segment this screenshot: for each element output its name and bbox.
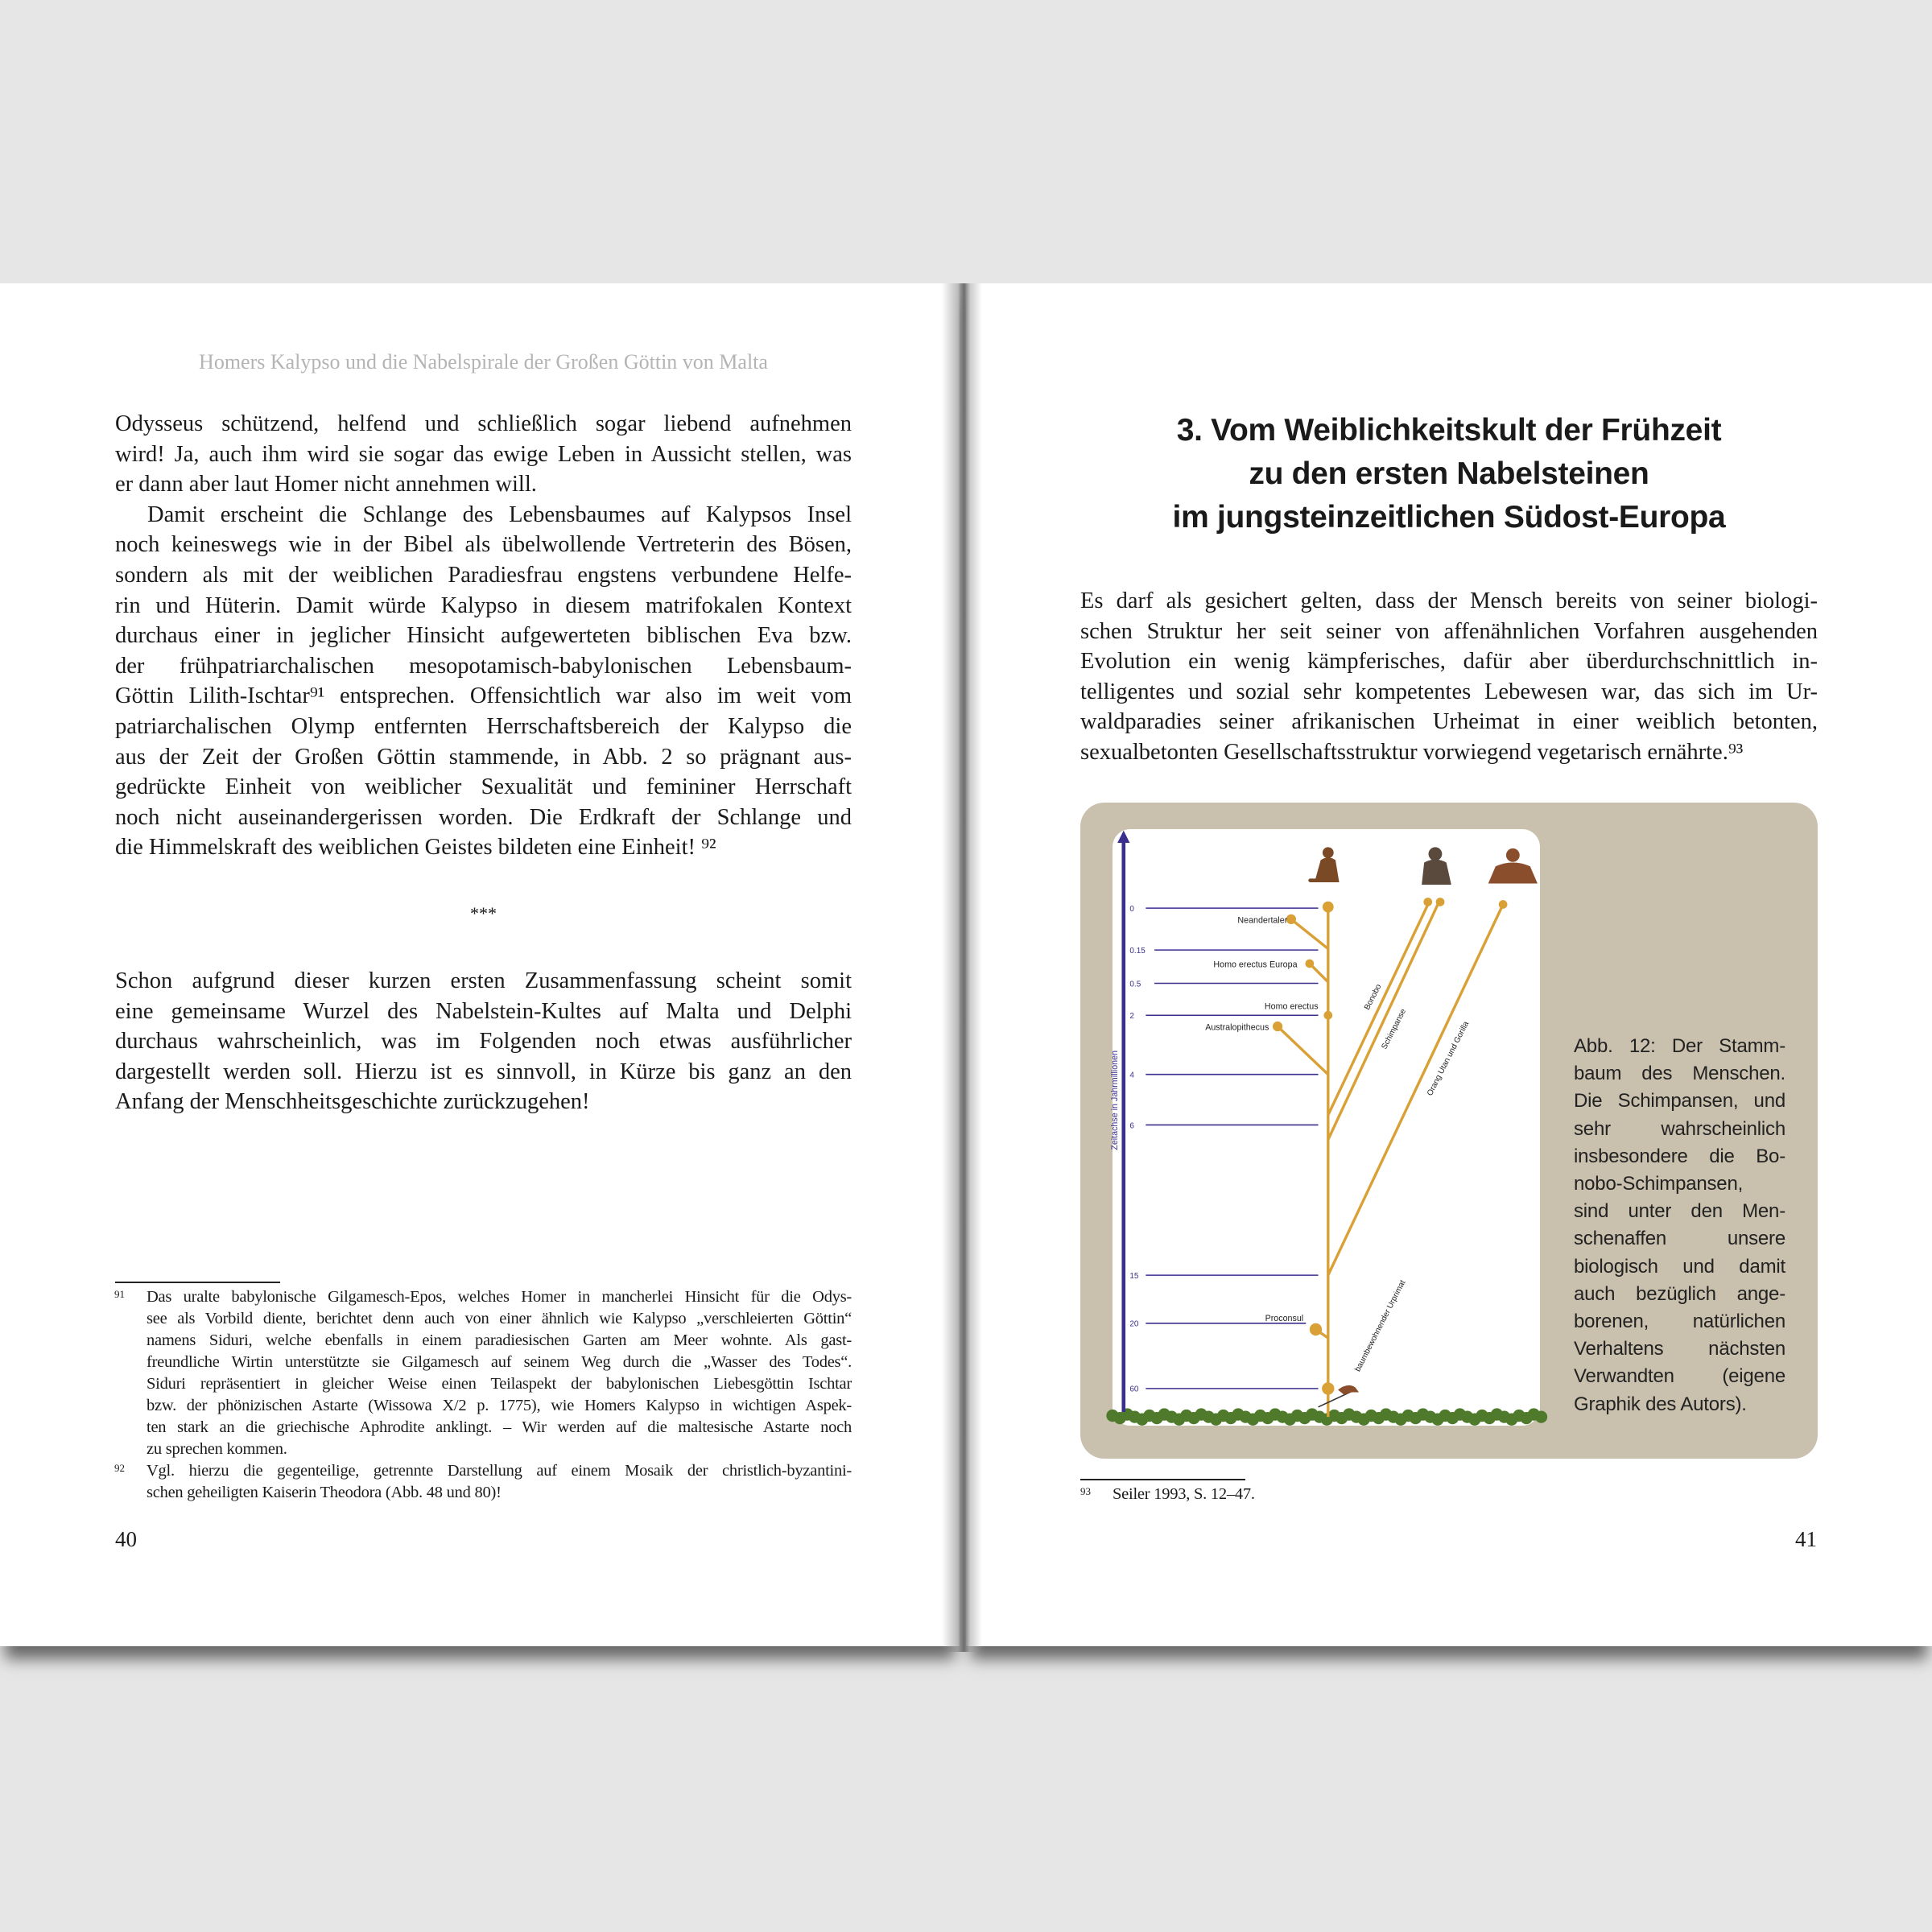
text-line: biologisch und damit xyxy=(1574,1255,1785,1278)
text-line: borenen, natürlichen xyxy=(1574,1311,1785,1333)
footnote-rule xyxy=(1080,1479,1245,1480)
body-text-bottom xyxy=(115,966,852,1117)
text-line: Siduri repräsentiert in gleicher Weise einen Teilaspekt der babylonischen Liebesgöttin Ischtar xyxy=(147,1375,852,1393)
label-homo-erectus-europa: Homo erectus Europa xyxy=(1213,960,1298,970)
label-neandertaler: Neandertaler xyxy=(1237,915,1288,926)
footnote-number: 93 xyxy=(1080,1485,1091,1497)
body-text xyxy=(1080,586,1818,768)
text-line: sehr wahrscheinlich xyxy=(1574,1117,1785,1140)
diagonal-labels xyxy=(1353,983,1471,1373)
footnote-text xyxy=(1113,1484,1676,1505)
primate-figures xyxy=(1308,847,1538,1394)
text-line: im jungsteinzeitlichen Südost-Europa xyxy=(1172,500,1726,535)
text-line: Odysseus schützend, helfend und schließlich sogar liebend aufnehmen xyxy=(115,411,852,436)
text-line: dargestellt werden soll. Hierzu ist es sinnvoll, in Kürze bis ganz an den xyxy=(115,1059,852,1084)
label-proconsul: Proconsul xyxy=(1265,1313,1304,1323)
text-line: eine gemeinsame Wurzel des Nabelstein-Kultes auf Malta und Delphi xyxy=(115,998,852,1024)
tick-label: 0.5 xyxy=(1129,980,1141,989)
text-line: Anfang der Menschheitsgeschichte zurückzugehen! xyxy=(115,1089,590,1115)
text-line: Göttin Lilith-Ischtar⁹¹ entsprechen. Offensichtlich war also im weit vom xyxy=(115,683,852,709)
text-line: aus der Zeit der Großen Göttin stammende, in Abb. 2 so prägnant aus- xyxy=(115,744,852,770)
tick-label: 0.15 xyxy=(1129,946,1146,956)
footnote-text xyxy=(147,1460,852,1504)
text-line: die Himmelskraft des weiblichen Geistes bildeten eine Einheit! ⁹² xyxy=(115,835,716,861)
text-line: sexualbetonten Gesellschaftsstruktur vorwiegend vegetarisch ernährte.⁹³ xyxy=(1080,739,1744,765)
book-spine-shadow xyxy=(942,283,982,1652)
text-line: telligentes und sozial sehr kompetentes Lebewesen war, das sich im Ur- xyxy=(1080,679,1818,704)
tick-label: 4 xyxy=(1129,1071,1134,1080)
tick-label: 20 xyxy=(1129,1319,1139,1329)
axis-label: Zeitachse in Jahrmillionen xyxy=(1110,1050,1121,1150)
text-line: noch keineswegs wie in der Bibel als übelwollende Vertreterin des Bösen, xyxy=(115,532,852,558)
text-line: Seiler 1993, S. 12–47. xyxy=(1113,1485,1255,1503)
orangutan-icon xyxy=(1488,848,1538,884)
text-line: bzw. der phönizischen Astarte (Wissowa X/2 p. 1775), wie Homers Kalypso in wichtigen Aspek- xyxy=(147,1397,852,1414)
footnote-number: 92 xyxy=(114,1462,125,1474)
text-line: auch bezüglich ange- xyxy=(1574,1282,1785,1305)
footnote-93 xyxy=(1080,1484,1676,1505)
tick-label: 0 xyxy=(1129,904,1134,914)
running-head: Homers Kalypso und die Nabelspirale der Großen Göttin von Malta xyxy=(199,350,768,374)
text-line: freundliche Wirtin unterstützte sie Gilgamesch auf seinem Weg durch die „Wasser des Todes“. xyxy=(147,1353,852,1371)
page-number-right: 41 xyxy=(1795,1527,1817,1551)
text-line: Damit erscheint die Schlange des Lebensbaumes auf Kalypsos Insel xyxy=(147,502,852,527)
text-line: Das uralte babylonische Gilgamesch-Epos, welches Homer in mancherlei Hinsicht für die Odys- xyxy=(147,1288,852,1306)
text-line: Abb. 12: Der Stamm- xyxy=(1574,1035,1785,1057)
label-schimpanse: Schimpanse xyxy=(1380,1007,1409,1051)
tick-label: 2 xyxy=(1129,1012,1134,1022)
text-line: er dann aber laut Homer nicht annehmen will. xyxy=(115,472,537,497)
text-line: rin und Hüterin. Damit würde Kalypso in diesem matrifokalen Kontext xyxy=(115,592,852,618)
foliage-blob xyxy=(1535,1410,1547,1422)
tree-branches xyxy=(1278,902,1503,1417)
page-number-left: 40 xyxy=(115,1527,137,1551)
text-line: durchaus einer in jeglicher Hinsicht aufgewerteten biblischen Eva bzw. xyxy=(115,623,852,649)
text-line: schenaffen unsere xyxy=(1574,1228,1785,1250)
text-line: sind unter den Men- xyxy=(1574,1200,1785,1223)
text-line: see als Vorbild diente, berichtet denn auch von einer ähnlich wie Kalypso „verschleierten Göttin“ xyxy=(147,1310,852,1327)
text-line: zu den ersten Nabelsteinen xyxy=(1249,456,1649,491)
text-line: Evolution ein wenig kämpferisches, dafür aber überdurchschnittlich in- xyxy=(1080,649,1818,675)
text-line: Vgl. hierzu die gegenteilige, getrennte Darstellung auf einem Mosaik der christlich-byzantini- xyxy=(147,1462,852,1480)
text-line: patriarchalischen Olymp entfernten Herrschaftsbereich der Kalypso die xyxy=(115,713,852,739)
text-line: Es darf als gesichert gelten, dass der Mensch bereits von seiner biologi- xyxy=(1080,588,1818,613)
tick-label: 60 xyxy=(1129,1385,1139,1394)
text-line: Die Schimpansen, und xyxy=(1574,1090,1785,1113)
text-line: durchaus wahrscheinlich, was im Folgenden noch etwas ausführlicher xyxy=(115,1029,852,1055)
text-line: 3. Vom Weiblichkeitskult der Frühzeit xyxy=(1176,413,1722,448)
label-bonobo: Bonobo xyxy=(1363,982,1384,1012)
tick-label: 15 xyxy=(1129,1271,1139,1281)
text-line: ten stark an die griechische Aphrodite anklingt. – Wir werden auf die maltesische Astarte noch xyxy=(147,1418,852,1436)
figure-caption xyxy=(1574,1033,1785,1418)
text-line: waldparadies seiner afrikanischen Urheimat in einer weiblich betonten, xyxy=(1080,709,1818,735)
text-line: zu sprechen kommen. xyxy=(147,1440,287,1458)
text-line: namens Siduri, welche ebenfalls in einem paradiesischen Garten am Meer wohnte. Als gast- xyxy=(147,1331,852,1349)
label-australopithecus: Australopithecus xyxy=(1205,1022,1269,1033)
human-icon xyxy=(1308,847,1339,882)
text-line: wird! Ja, auch ihm wird sie sogar das ewige Leben in Aussicht stellen, was xyxy=(115,441,852,467)
text-line: Schon aufgrund dieser kurzen ersten Zusammenfassung scheint somit xyxy=(115,968,852,993)
text-line: Verwandten (eigene xyxy=(1574,1365,1785,1388)
text-line: baum des Menschen. xyxy=(1574,1063,1785,1085)
footnote-92 xyxy=(114,1460,852,1504)
chapter-heading xyxy=(1080,409,1818,539)
footnote-rule xyxy=(115,1282,280,1283)
footnote-text xyxy=(147,1286,852,1460)
footnote-91 xyxy=(114,1286,852,1460)
label-homo-erectus: Homo erectus xyxy=(1264,1001,1319,1012)
family-tree-diagram xyxy=(1110,829,1540,1426)
text-line: sondern als mit der weiblichen Paradiesfrau engstens verbundene Helfe- xyxy=(115,562,852,588)
text-line: nobo-Schimpansen, xyxy=(1574,1173,1744,1195)
axis-arrow-icon xyxy=(1117,831,1129,843)
text-line: schen geheiligten Kaiserin Theodora (Abb. 48 und 80)! xyxy=(147,1484,502,1501)
chimpanzee-icon xyxy=(1422,847,1451,885)
text-line: der frühpatriarchalischen mesopotamisch-babylonischen Lebensbaum- xyxy=(115,653,852,679)
text-line: Graphik des Autors). xyxy=(1574,1393,1747,1415)
branch-labels xyxy=(1205,915,1318,1323)
body-text-top xyxy=(115,409,852,863)
footnote-number: 91 xyxy=(114,1288,125,1300)
text-line: gedrückte Einheit von weiblicher Sexualität und femininer Herrschaft xyxy=(115,774,852,800)
tick-label: 6 xyxy=(1129,1121,1134,1131)
label-orang-gorilla: Orang Utan und Gorilla xyxy=(1425,1020,1472,1098)
text-line: insbesondere die Bo- xyxy=(1574,1145,1785,1167)
section-break: *** xyxy=(470,903,497,923)
text-line: schen Struktur her seit seiner von affenähnlichen Vorfahren ausgehenden xyxy=(1080,618,1818,644)
text-line: noch nicht auseinandergerissen worden. Die Erdkraft der Schlange und xyxy=(115,804,852,830)
text-line: Verhaltens nächsten xyxy=(1574,1338,1785,1360)
label-urprimat: baumbewohnender Urprimat xyxy=(1353,1278,1408,1373)
